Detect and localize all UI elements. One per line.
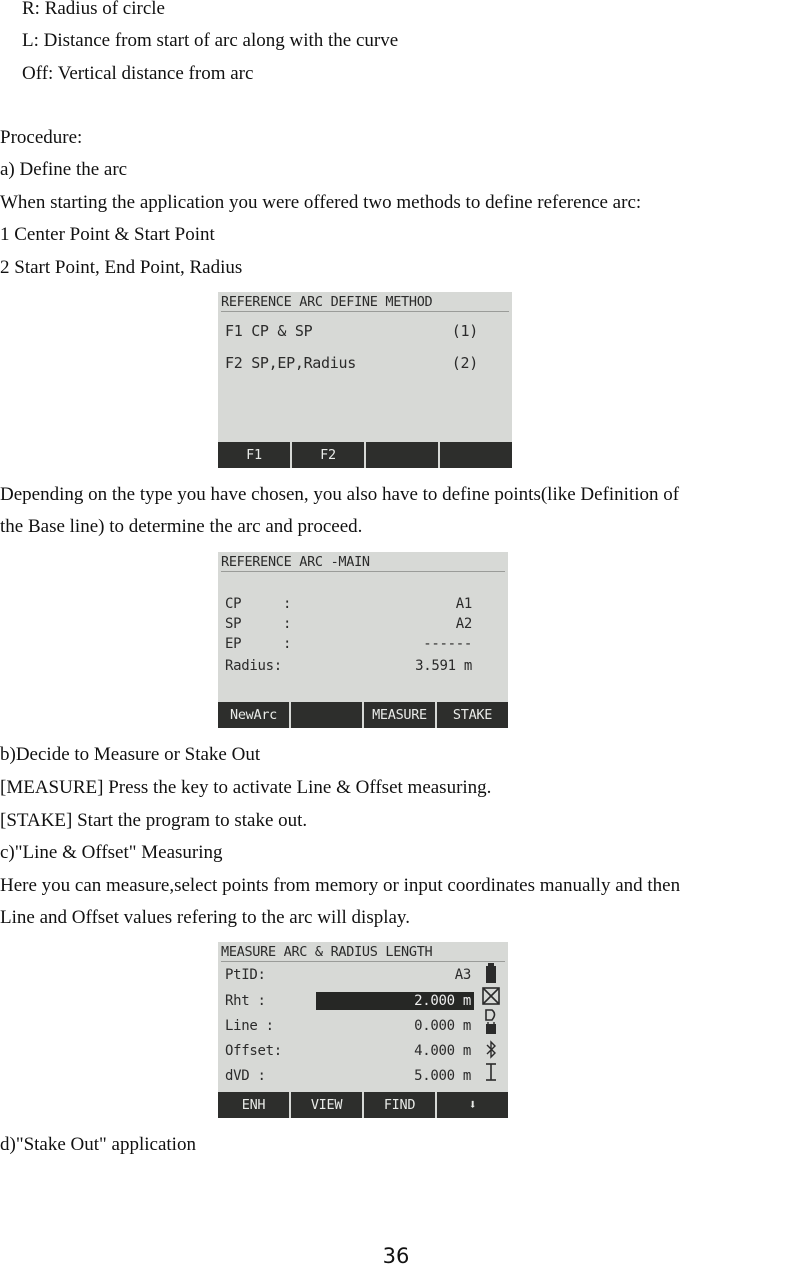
screen3-row-rht-value[interactable]: 2.000 m [414, 993, 471, 1009]
screen1-row-f2-value: (2) [451, 354, 478, 372]
screen3-softkey-find[interactable]: FIND [364, 1092, 435, 1118]
measure-key-text: [MEASURE] Press the key to activate Line & Offset measuring. [0, 777, 492, 798]
screen2-row-ep-label: EP [225, 636, 242, 652]
screen1-softkey-f1[interactable]: F1 [218, 442, 290, 468]
screen1-row-f1-label: F1 CP & SP [225, 322, 313, 340]
screen-measure-arc [218, 942, 508, 1118]
tilt-icon [482, 1008, 500, 1038]
screen2-title-divider [221, 571, 505, 572]
screen3-title-divider [221, 961, 505, 962]
screen2-row-ep-value: ------ [423, 636, 472, 652]
screen2-softkey-bar [218, 702, 508, 728]
height-icon [482, 1062, 500, 1082]
screen-define-method [218, 292, 512, 468]
page-number: 36 [382, 1244, 410, 1268]
step-a-text: When starting the application you were offered two methods to define reference arc: [0, 192, 642, 213]
screen3-row-offset-value: 4.000 m [414, 1043, 471, 1059]
screen3-softkey-page-down[interactable]: ⬇ [437, 1092, 508, 1118]
screen2-row-ep-sep: : [283, 636, 292, 652]
screen3-status-icons [482, 962, 502, 1084]
step-b-heading: b)Decide to Measure or Stake Out [0, 744, 261, 765]
screen3-title: MEASURE ARC & RADIUS LENGTH [221, 944, 433, 960]
screen3-row-offset-label: Offset: [225, 1043, 282, 1059]
target-icon [482, 986, 500, 1006]
screen1-softkey-f3[interactable] [366, 442, 438, 468]
screen3-row-ptid-value: A3 [454, 967, 471, 983]
screen2-softkey-empty[interactable] [291, 702, 362, 728]
screen2-row-cp-sep: : [283, 596, 292, 612]
bluetooth-icon [482, 1040, 500, 1060]
step-c-text-line2: Line and Offset values refering to the arc will display. [0, 907, 410, 928]
method-1-text: 1 Center Point & Start Point [0, 224, 215, 245]
step-d-heading: d)"Stake Out" application [0, 1134, 196, 1155]
step-a-heading: a) Define the arc [0, 159, 128, 180]
screen2-softkey-newarc[interactable]: NewArc [218, 702, 289, 728]
screen1-softkey-f4[interactable] [440, 442, 512, 468]
depending-text-line1: Depending on the type you have chosen, you also have to define points(like Definition of [0, 484, 680, 505]
screen2-row-sp-value: A2 [455, 616, 472, 632]
method-2-text: 2 Start Point, End Point, Radius [0, 257, 243, 278]
screen2-softkey-measure[interactable]: MEASURE [364, 702, 435, 728]
screen2-softkey-stake[interactable]: STAKE [437, 702, 508, 728]
screen2-row-cp-label: CP [225, 596, 242, 612]
screen3-softkey-bar [218, 1092, 508, 1118]
step-c-heading: c)"Line & Offset" Measuring [0, 842, 223, 863]
screen1-softkey-f2[interactable]: F2 [292, 442, 364, 468]
definition-offset: Off: Vertical distance from arc [22, 63, 254, 84]
screen1-row-f2-label: F2 SP,EP,Radius [225, 354, 356, 372]
screen1-title-divider [221, 311, 509, 312]
step-c-text-line1: Here you can measure,select points from memory or input coordinates manually and then [0, 875, 681, 896]
screen2-row-radius-value: 3.591 m [415, 658, 472, 674]
screen3-row-dvd-label: dVD : [225, 1068, 266, 1084]
depending-text-line2: the Base line) to determine the arc and proceed. [0, 516, 363, 537]
battery-icon [482, 962, 500, 984]
screen3-row-line-value: 0.000 m [414, 1018, 471, 1034]
stake-key-text: [STAKE] Start the program to stake out. [0, 810, 308, 831]
screen-arc-main [218, 552, 508, 728]
screen3-row-line-label: Line : [225, 1018, 274, 1034]
definition-radius: R: Radius of circle [22, 0, 165, 19]
screen1-softkey-bar [218, 442, 512, 468]
definition-distance: L: Distance from start of arc along with the curve [22, 30, 399, 51]
screen1-title: REFERENCE ARC DEFINE METHOD [221, 294, 433, 310]
screen2-row-cp-value: A1 [455, 596, 472, 612]
screen3-row-ptid-label: PtID: [225, 967, 266, 983]
screen3-row-dvd-value: 5.000 m [414, 1068, 471, 1084]
screen2-row-radius-label: Radius: [225, 658, 282, 674]
screen3-softkey-enh[interactable]: ENH [218, 1092, 289, 1118]
screen3-softkey-view[interactable]: VIEW [291, 1092, 362, 1118]
screen2-title: REFERENCE ARC -MAIN [221, 554, 370, 570]
screen2-row-sp-label: SP [225, 616, 242, 632]
procedure-heading: Procedure: [0, 127, 83, 148]
screen3-row-rht-label: Rht : [225, 993, 266, 1009]
screen1-row-f1-value: (1) [451, 322, 478, 340]
screen2-row-sp-sep: : [283, 616, 292, 632]
